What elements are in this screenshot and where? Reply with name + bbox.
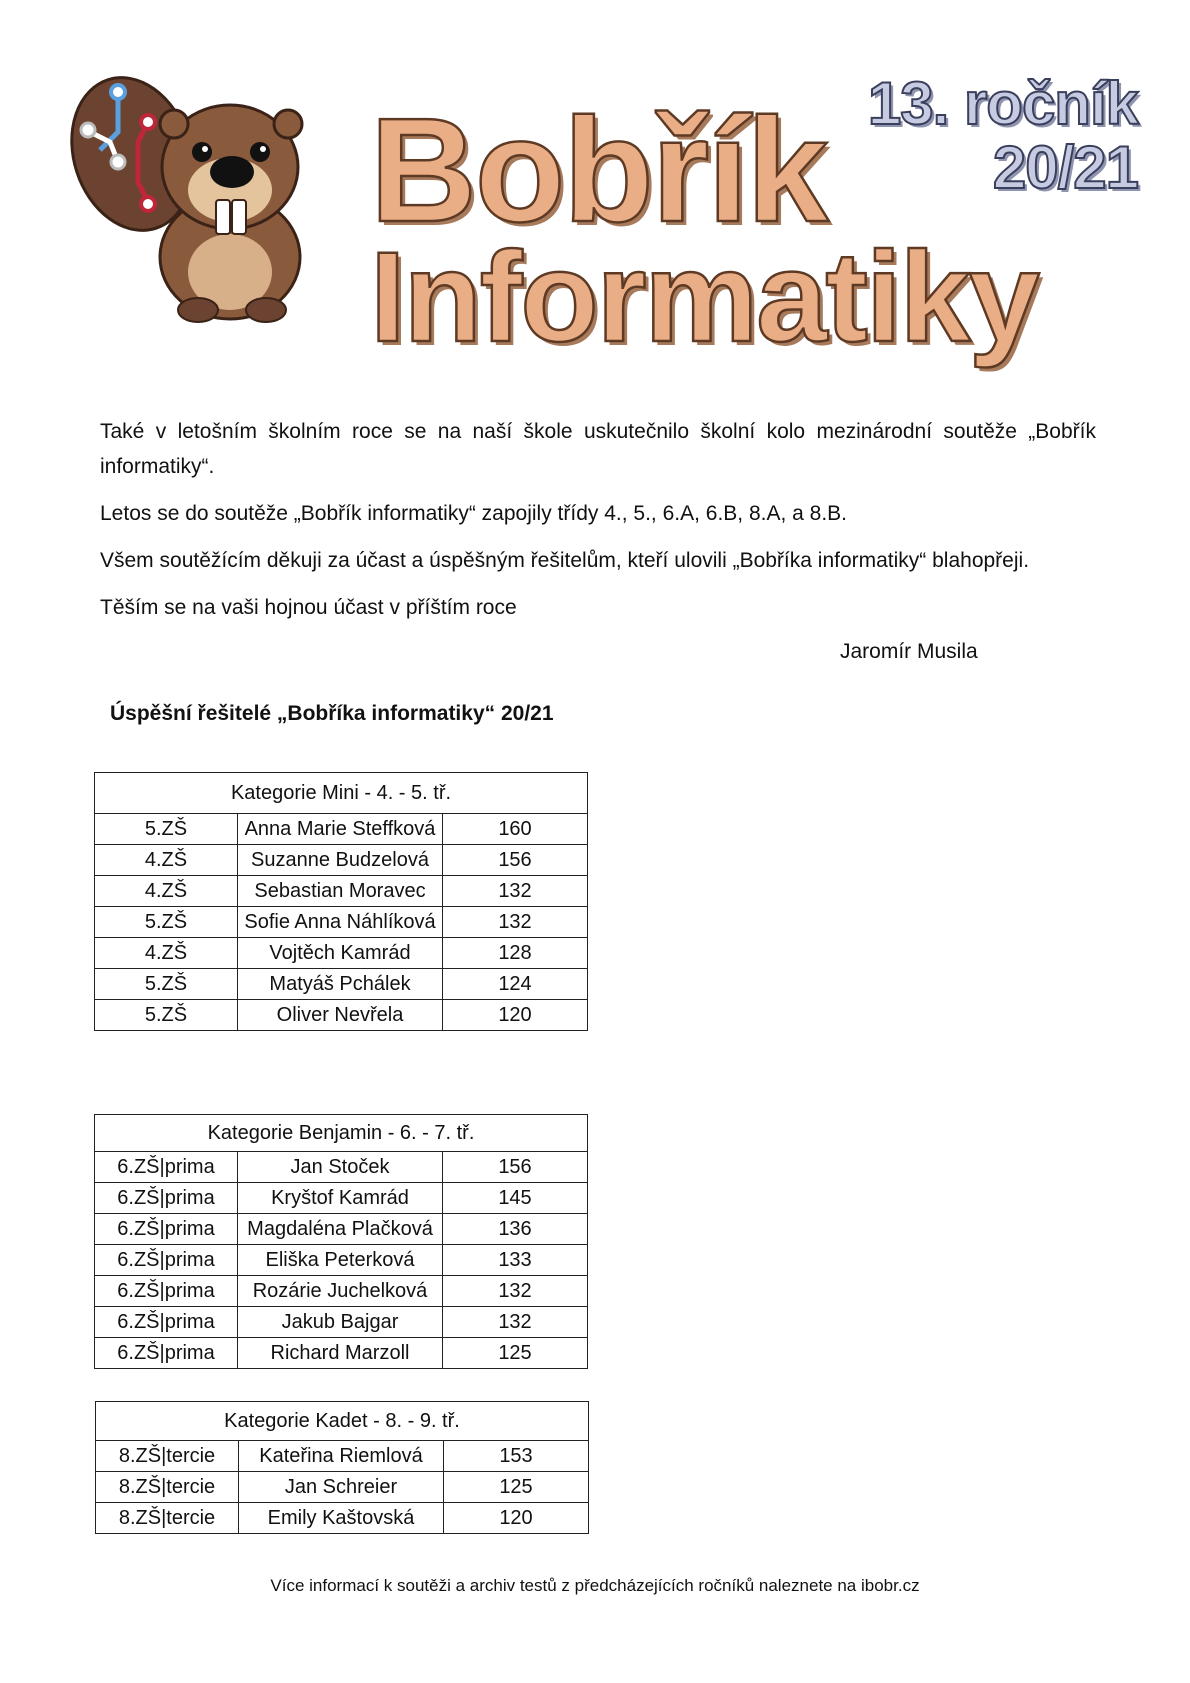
- score-cell: 125: [444, 1472, 589, 1503]
- class-cell: 6.ZŠ|prima: [95, 1245, 238, 1276]
- score-cell: 136: [443, 1214, 588, 1245]
- name-cell: Sebastian Moravec: [238, 876, 443, 907]
- name-cell: Matyáš Pchálek: [238, 969, 443, 1000]
- class-cell: 8.ZŠ|tercie: [96, 1472, 239, 1503]
- class-cell: 6.ZŠ|prima: [95, 1152, 238, 1183]
- class-cell: 4.ZŠ: [95, 938, 238, 969]
- score-cell: 132: [443, 1276, 588, 1307]
- table-row: [95, 814, 588, 845]
- table-row: [95, 938, 588, 969]
- table-mini: [94, 772, 588, 1031]
- page-header: [0, 0, 1190, 380]
- name-cell: Richard Marzoll: [238, 1338, 443, 1369]
- score-cell: 145: [443, 1183, 588, 1214]
- table-row: [95, 1214, 588, 1245]
- table-row: [95, 1245, 588, 1276]
- class-cell: 8.ZŠ|tercie: [96, 1503, 239, 1534]
- table-row: [95, 969, 588, 1000]
- score-cell: 156: [443, 1152, 588, 1183]
- table-title: Kategorie Mini - 4. - 5. tř.: [95, 773, 588, 814]
- name-cell: Kateřina Riemlová: [239, 1441, 444, 1472]
- edition-season-label: 20/21: [992, 134, 1138, 201]
- score-cell: 133: [443, 1245, 588, 1276]
- name-cell: Jan Stoček: [238, 1152, 443, 1183]
- score-cell: 132: [443, 1307, 588, 1338]
- table-row: [95, 845, 588, 876]
- score-cell: 124: [443, 969, 588, 1000]
- score-cell: 132: [443, 876, 588, 907]
- edition-year-label: 13. ročník: [867, 70, 1138, 137]
- class-cell: 5.ZŠ: [95, 907, 238, 938]
- class-cell: 5.ZŠ: [95, 814, 238, 845]
- name-cell: Kryštof Kamrád: [238, 1183, 443, 1214]
- name-cell: Oliver Nevřela: [238, 1000, 443, 1031]
- intro-text: [100, 414, 1096, 637]
- class-cell: 6.ZŠ|prima: [95, 1338, 238, 1369]
- table-row: [95, 1000, 588, 1031]
- score-cell: 120: [443, 1000, 588, 1031]
- table-kadet: [95, 1401, 589, 1534]
- name-cell: Eliška Peterková: [238, 1245, 443, 1276]
- beaver-logo-icon: [70, 72, 330, 332]
- intro-paragraph: Letos se do soutěže „Bobřík informatiky“ zapojily třídy 4., 5., 6.A, 6.B, 8.A, a 8.B.: [100, 502, 848, 525]
- intro-paragraph: Všem soutěžícím děkuji za účast a úspěšným řešitelům, kteří ulovili „Bobříka informatiky“ blahopřeji.: [100, 549, 1030, 572]
- table-title: Kategorie Benjamin - 6. - 7. tř.: [95, 1115, 588, 1152]
- results-subtitle: Úspěšní řešitelé „Bobříka informatiky“ 20/21: [110, 702, 554, 725]
- name-cell: Jan Schreier: [239, 1472, 444, 1503]
- table-title: Kategorie Kadet - 8. - 9. tř.: [96, 1402, 589, 1441]
- table-row: [96, 1472, 589, 1503]
- name-cell: Anna Marie Steffková: [238, 814, 443, 845]
- score-cell: 128: [443, 938, 588, 969]
- class-cell: 5.ZŠ: [95, 1000, 238, 1031]
- table-row: [96, 1441, 589, 1472]
- score-cell: 132: [443, 907, 588, 938]
- title-line-1: Bobřík: [370, 88, 827, 253]
- class-cell: 4.ZŠ: [95, 876, 238, 907]
- class-cell: 8.ZŠ|tercie: [96, 1441, 239, 1472]
- score-cell: 120: [444, 1503, 589, 1534]
- table-row: [96, 1503, 589, 1534]
- class-cell: 6.ZŠ|prima: [95, 1307, 238, 1338]
- signature: Jaromír Musila: [840, 640, 978, 663]
- name-cell: Suzanne Budzelová: [238, 845, 443, 876]
- name-cell: Rozárie Juchelková: [238, 1276, 443, 1307]
- score-cell: 160: [443, 814, 588, 845]
- table-row: [95, 1276, 588, 1307]
- intro-paragraph: Také v letošním školním roce se na naší škole uskutečnilo školní kolo mezinárodní soutěže „Bobřík informatiky“.: [100, 420, 1096, 478]
- name-cell: Emily Kaštovská: [239, 1503, 444, 1534]
- table-benjamin: [94, 1114, 588, 1369]
- score-cell: 153: [444, 1441, 589, 1472]
- table-row: [95, 1152, 588, 1183]
- class-cell: 5.ZŠ: [95, 969, 238, 1000]
- class-cell: 4.ZŠ: [95, 845, 238, 876]
- class-cell: 6.ZŠ|prima: [95, 1276, 238, 1307]
- table-row: [95, 907, 588, 938]
- class-cell: 6.ZŠ|prima: [95, 1183, 238, 1214]
- table-row: [95, 876, 588, 907]
- name-cell: Vojtěch Kamrád: [238, 938, 443, 969]
- class-cell: 6.ZŠ|prima: [95, 1214, 238, 1245]
- intro-paragraph: Těším se na vaši hojnou účast v příštím roce: [100, 596, 517, 619]
- name-cell: Jakub Bajgar: [238, 1307, 443, 1338]
- table-row: [95, 1183, 588, 1214]
- score-cell: 156: [443, 845, 588, 876]
- score-cell: 125: [443, 1338, 588, 1369]
- name-cell: Sofie Anna Náhlíková: [238, 907, 443, 938]
- table-row: [95, 1307, 588, 1338]
- edition-label: [868, 72, 1138, 200]
- title-line-2: Informatiky: [370, 226, 1038, 369]
- table-row: [95, 1338, 588, 1369]
- footer-note: Více informací k soutěži a archiv testů z předcházejících ročníků naleznete na ibobr.cz: [270, 1576, 920, 1595]
- name-cell: Magdaléna Plačková: [238, 1214, 443, 1245]
